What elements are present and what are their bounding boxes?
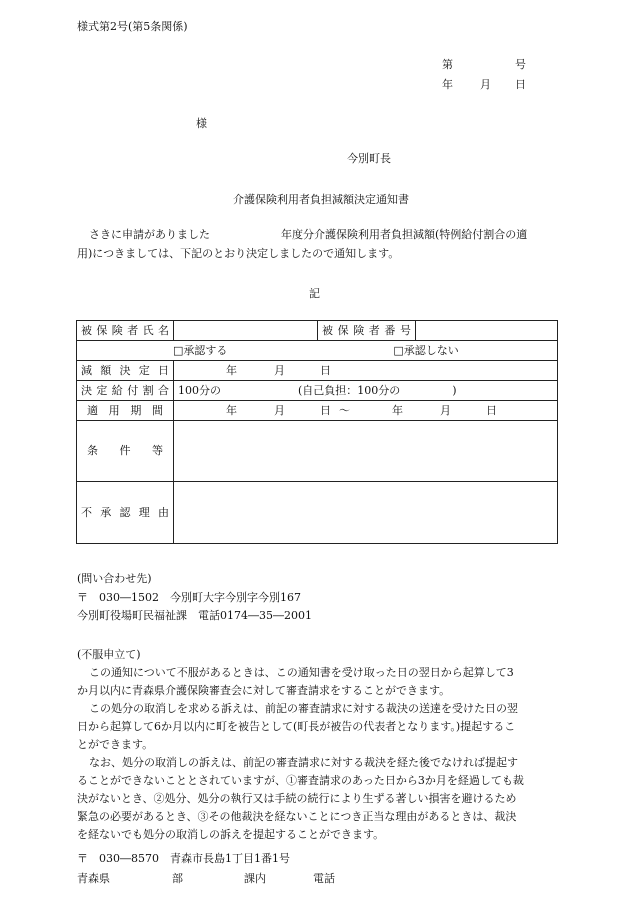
date-year: 年 (442, 78, 453, 91)
document-title: 介護保険利用者負担減額決定通知書 (233, 193, 409, 206)
recipient-suffix: 様 (196, 117, 207, 130)
appeal-p3-line3: 決がないとき、②処分、処分の執行又は手続の続行により生ずる著しい損害を避けるため (77, 792, 517, 805)
appeal-heading: (不服申立て) (77, 648, 141, 661)
appeal-p1-line2: か月以内に青森県介護保険審査会に対して審査請求をすることができます。 (77, 684, 451, 697)
period-separator: ～ (339, 403, 350, 417)
benefit-ratio-label: 決定給付割合 (77, 381, 174, 401)
appeal-p3-line1: なお、処分の取消しの訴えは、前記の審査請求に対する裁決を経た後でなければ提起す (89, 756, 518, 769)
self-burden-open: (自己負担：100分の (298, 383, 401, 397)
approve-option[interactable]: □承認する (173, 343, 228, 357)
appeal-p2-line3: とができます。 (77, 738, 154, 751)
benefit-ratio-value: 100分の (178, 383, 221, 397)
appeal-p3-line5: を経ないでも処分の取消しの訴えを提起することができます。 (77, 828, 385, 841)
conditions-label: 条件等 (77, 421, 174, 482)
insured-name-label: 被保険者氏名 (77, 321, 174, 341)
period-field[interactable] (174, 401, 558, 421)
appeal-section: 課内 (244, 872, 266, 885)
rejection-reason-field[interactable] (174, 482, 558, 544)
reject-option[interactable]: □承認しない (393, 343, 459, 357)
reduction-date-day: 日 (320, 363, 331, 377)
appeal-prefecture: 青森県 (77, 872, 110, 885)
appeal-address: 〒 030―8570 青森市長島1丁目1番1号 (77, 852, 290, 865)
doc-no-prefix: 第 (442, 58, 453, 71)
reduction-date-year: 年 (226, 363, 237, 377)
doc-no-suffix: 号 (515, 58, 526, 71)
ki-mark: 記 (309, 287, 320, 300)
appeal-p2-line1: この処分の取消しを求める訴えは、前記の審査請求に対する裁決の送達を受けた日の翌 (89, 702, 518, 715)
self-burden-close: ) (452, 383, 457, 397)
reduction-date-field[interactable] (174, 361, 558, 381)
reduction-date-month: 月 (274, 363, 285, 377)
period-end-month: 月 (440, 403, 451, 417)
issuer: 今別町長 (347, 152, 391, 165)
contact-office: 今別町役場町民福祉課 電話0174―35―2001 (77, 609, 312, 622)
reduction-date-label: 減額決定日 (77, 361, 174, 381)
period-start-day: 日 (320, 403, 331, 417)
date-day: 日 (515, 78, 526, 91)
intro-line-1b: 年度分介護保険利用者負担減額(特例給付割合の適 (281, 228, 528, 241)
appeal-p3-line4: 緊急の必要があるとき、③その他裁決を経ないことにつき正当な理由があるときは、裁決 (77, 810, 517, 823)
conditions-field[interactable] (174, 421, 558, 482)
intro-line-2: 用)につきましては、下記のとおり決定しましたので通知します。 (77, 247, 400, 260)
appeal-p1-line1: この通知について不服があるときは、この通知書を受け取った日の翌日から起算して3 (89, 666, 514, 679)
appeal-p2-line2: 日から起算して6か月以内に町を被告として(町長が被告の代表者となります。)提起するこ (77, 720, 516, 733)
benefit-ratio-field[interactable] (174, 381, 558, 401)
insured-number-label: 被保険者番号 (318, 321, 416, 341)
contact-heading: (問い合わせ先) (77, 572, 152, 585)
period-start-month: 月 (274, 403, 285, 417)
form-number: 様式第2号(第5条関係) (77, 20, 188, 33)
appeal-department: 部 (172, 872, 183, 885)
period-end-day: 日 (486, 403, 497, 417)
decision-table (76, 320, 558, 544)
insured-number-field[interactable] (416, 321, 558, 341)
contact-address: 〒 030―1502 今別町大字今別字今別167 (77, 591, 301, 604)
period-start-year: 年 (226, 403, 237, 417)
period-label: 適用期間 (77, 401, 174, 421)
appeal-p3-line2: ることができないこととされていますが、①審査請求のあった日から3か月を経過しても裁 (77, 774, 524, 787)
appeal-phone: 電話 (313, 872, 335, 885)
insured-name-field[interactable] (174, 321, 318, 341)
rejection-reason-label: 不承認理由 (77, 482, 174, 544)
period-end-year: 年 (392, 403, 403, 417)
approval-row (77, 341, 558, 361)
date-month: 月 (480, 78, 491, 91)
intro-line-1a: さきに申請がありました (89, 228, 210, 241)
